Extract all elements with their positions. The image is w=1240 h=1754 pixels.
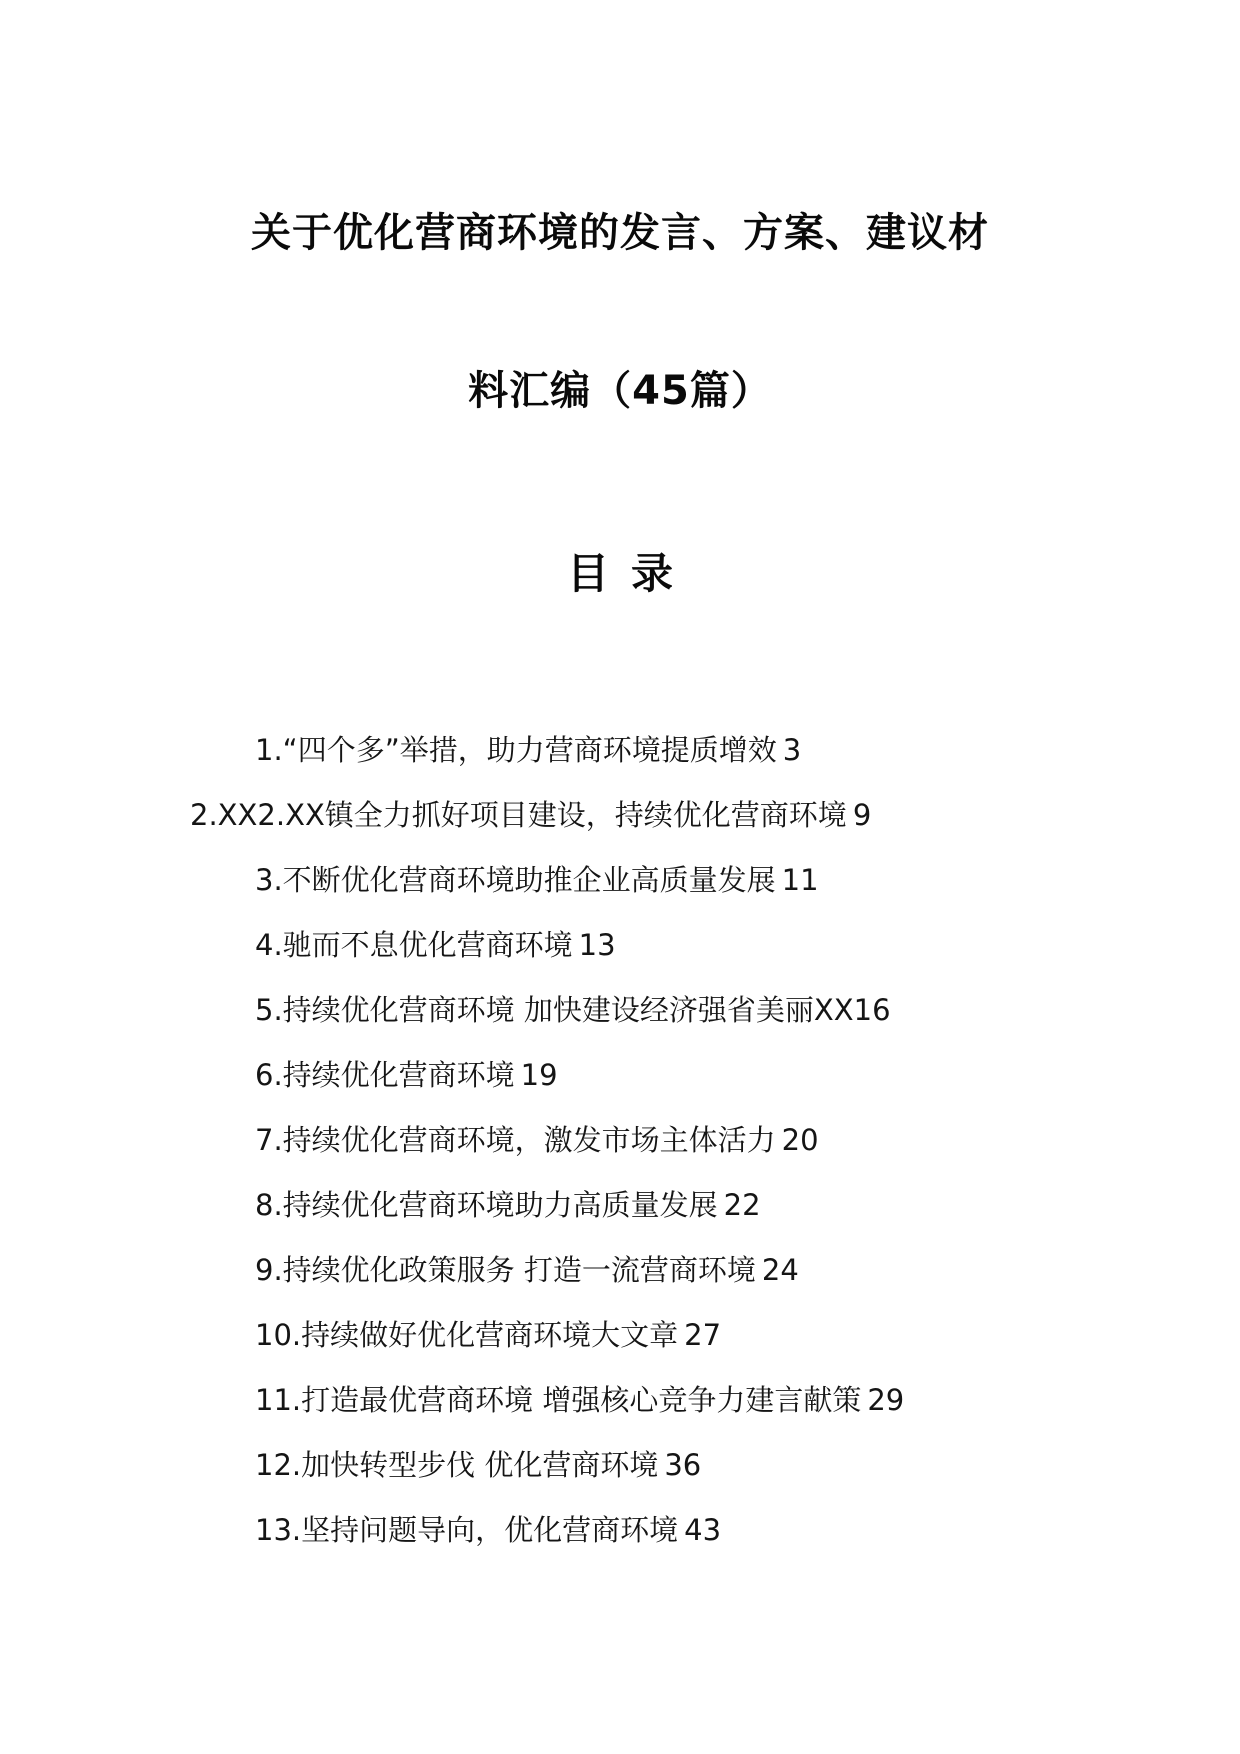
- toc-item-page: 29: [867, 1383, 905, 1417]
- toc-item[interactable]: [0, 990, 1240, 1055]
- toc-item-page: 3: [782, 733, 802, 767]
- toc-heading-char-1: 目: [566, 549, 609, 598]
- toc-item-page: 22: [723, 1188, 761, 1222]
- toc-item-label: 8.持续优化营商环境助力高质量发展: [255, 1188, 718, 1222]
- toc-item-label: 9.持续优化政策服务 打造一流营商环境: [255, 1253, 756, 1287]
- toc-item[interactable]: [0, 860, 1240, 925]
- toc-item-page: 36: [664, 1448, 702, 1482]
- toc-item-label: 5.持续优化营商环境 加快建设经济强省美丽XX: [255, 993, 854, 1027]
- toc-item[interactable]: [0, 1120, 1240, 1185]
- toc-list: [0, 730, 1240, 1575]
- toc-item[interactable]: [0, 1445, 1240, 1510]
- toc-item-page: 20: [781, 1123, 819, 1157]
- toc-item-label: 1.“四个多”举措，助力营商环境提质增效: [255, 733, 777, 767]
- toc-item[interactable]: [0, 1055, 1240, 1120]
- toc-item-label: 11.打造最优营商环境 增强核心竞争力建言献策: [255, 1383, 862, 1417]
- toc-item-page: 27: [684, 1318, 722, 1352]
- toc-item-label: 6.持续优化营商环境: [255, 1058, 515, 1092]
- toc-item[interactable]: [0, 795, 1240, 860]
- toc-item-page: 11: [781, 863, 819, 897]
- toc-heading: [0, 548, 1240, 600]
- toc-item-label: 2.XX2.XX镇全力抓好项目建设，持续优化营商环境: [190, 798, 847, 832]
- toc-item[interactable]: [0, 1380, 1240, 1445]
- toc-item[interactable]: [0, 1250, 1240, 1315]
- toc-item[interactable]: [0, 1315, 1240, 1380]
- toc-item[interactable]: [0, 925, 1240, 990]
- toc-item-label: 10.持续做好优化营商环境大文章: [255, 1318, 679, 1352]
- document-title-line-2: 料汇编（45篇）: [468, 368, 772, 414]
- toc-item-page: 24: [761, 1253, 799, 1287]
- toc-item-label: 4.驰而不息优化营商环境: [255, 928, 573, 962]
- toc-item-page: 19: [520, 1058, 558, 1092]
- toc-item[interactable]: [0, 1510, 1240, 1575]
- toc-item-label: 13.坚持问题导向，优化营商环境: [255, 1513, 679, 1547]
- toc-item-page: 9: [852, 798, 872, 832]
- toc-item-page: 16: [853, 993, 891, 1027]
- toc-item-page: 13: [578, 928, 616, 962]
- toc-item-label: 12.加快转型步伐 优化营商环境: [255, 1448, 659, 1482]
- toc-item[interactable]: [0, 730, 1240, 795]
- toc-item-label: 3.不断优化营商环境助推企业高质量发展: [255, 863, 776, 897]
- toc-heading-char-2: 录: [631, 549, 674, 598]
- document-title-line-1: 关于优化营商环境的发言、方案、建议材: [251, 210, 989, 256]
- toc-item-page: 43: [684, 1513, 722, 1547]
- toc-item[interactable]: [0, 1185, 1240, 1250]
- toc-item-label: 7.持续优化营商环境，激发市场主体活力: [255, 1123, 776, 1157]
